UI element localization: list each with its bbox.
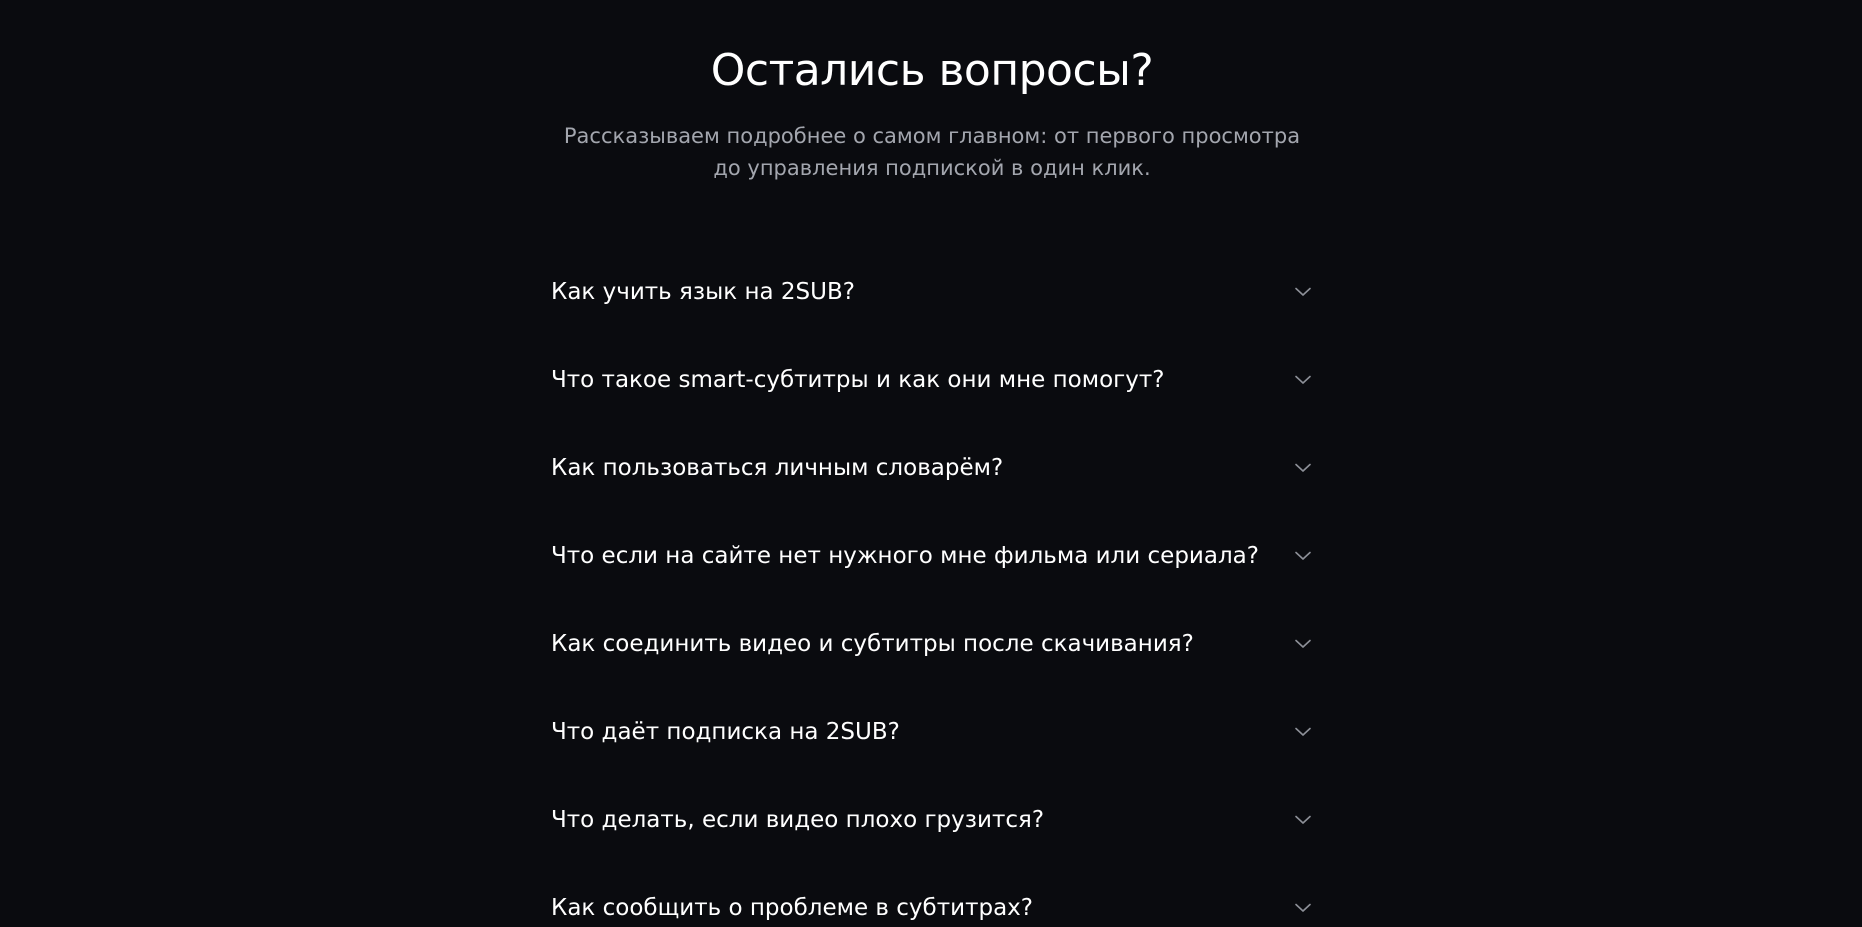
chevron-down-icon[interactable] — [1295, 551, 1311, 561]
faq-question: Как сообщить о проблеме в субтитрах? — [551, 895, 1033, 921]
faq-item-missing-film[interactable] — [551, 512, 1313, 600]
chevron-down-icon[interactable] — [1295, 727, 1311, 737]
faq-subtitle — [551, 120, 1313, 184]
chevron-down-icon[interactable] — [1295, 639, 1311, 649]
faq-question: Что даёт подписка на 2SUB? — [551, 719, 900, 745]
faq-title: Остались вопросы? — [710, 45, 1154, 96]
faq-item-learn-language[interactable] — [551, 248, 1313, 336]
faq-subtitle-line-2: до управления подпиской в один клик. — [713, 156, 1151, 180]
chevron-down-icon[interactable] — [1295, 375, 1311, 385]
chevron-down-icon[interactable] — [1295, 463, 1311, 473]
faq-list — [551, 248, 1313, 927]
faq-subtitle-line-1: Рассказываем подробнее о самом главном: от первого просмотра — [563, 124, 1301, 148]
faq-question: Как пользоваться личным словарём? — [551, 455, 1004, 481]
faq-question: Как соединить видео и субтитры после скачивания? — [551, 631, 1194, 657]
faq-item-report-subtitle-problem[interactable] — [551, 864, 1313, 927]
faq-item-subscription[interactable] — [551, 688, 1313, 776]
faq-question: Как учить язык на 2SUB? — [551, 279, 855, 305]
faq-item-video-loading[interactable] — [551, 776, 1313, 864]
chevron-down-icon[interactable] — [1295, 815, 1311, 825]
faq-question: Что если на сайте нет нужного мне фильма или сериала? — [551, 543, 1259, 569]
chevron-down-icon[interactable] — [1295, 287, 1311, 297]
faq-question: Что делать, если видео плохо грузится? — [551, 807, 1045, 833]
faq-item-smart-subtitles[interactable] — [551, 336, 1313, 424]
faq-item-merge-video-subtitles[interactable] — [551, 600, 1313, 688]
faq-question: Что такое smart-субтитры и как они мне помогут? — [551, 367, 1165, 393]
faq-item-personal-dictionary[interactable] — [551, 424, 1313, 512]
chevron-down-icon[interactable] — [1295, 903, 1311, 913]
